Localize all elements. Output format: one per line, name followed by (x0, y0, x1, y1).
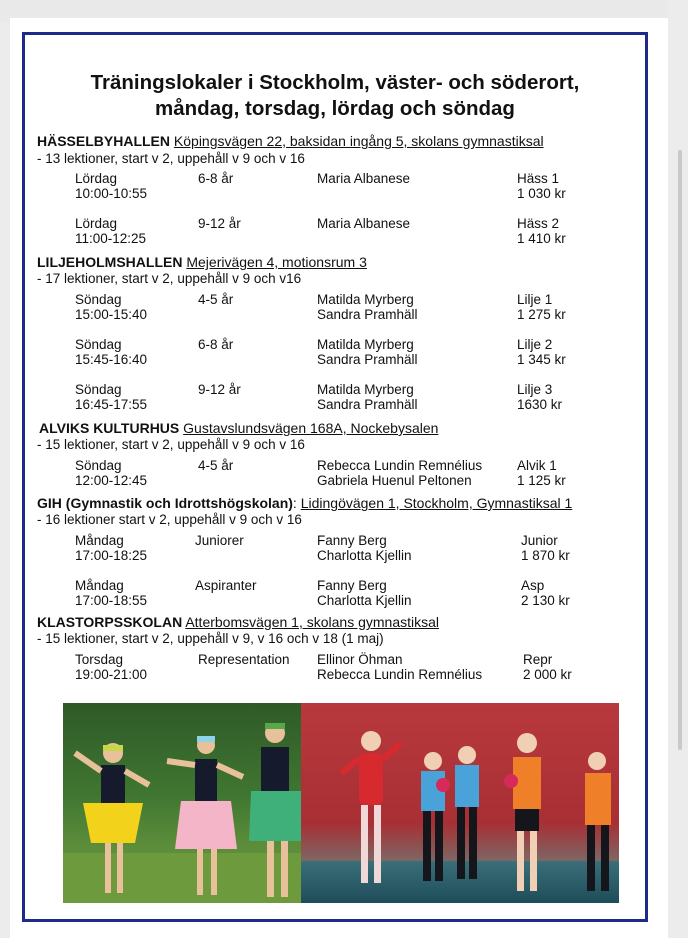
outdoor-dance-photo (63, 703, 301, 903)
class-group: Aspiranter (195, 578, 257, 593)
venue-address: Köpingsvägen 22, baksidan ingång 5, skolans gymnastiksal (173, 133, 544, 149)
section-header (37, 614, 439, 630)
class-leaders: Fanny Berg Charlotta Kjellin (317, 578, 412, 608)
venue-name: ALVIKS KULTURHUS (39, 420, 180, 436)
section-info: - 15 lektioner, start v 2, uppehåll v 9, v 16 och v 18 (1 maj) (37, 631, 384, 646)
section-header (37, 133, 544, 149)
class-price: Häss 2 1 410 kr (517, 216, 566, 246)
section-header (37, 254, 367, 270)
class-group: 9-12 år (198, 216, 241, 231)
class-leaders: Maria Albanese (317, 171, 411, 186)
class-price: Häss 1 1 030 kr (517, 171, 566, 201)
class-leaders: Matilda Myrberg Sandra Pramhäll (317, 337, 418, 367)
class-leaders: Matilda Myrberg Sandra Pramhäll (317, 292, 418, 322)
venue-address: Lidingövägen 1, Stockholm, Gymnastiksal 1 (300, 495, 573, 511)
class-price: Asp 2 130 kr (521, 578, 570, 608)
section-info: - 13 lektioner, start v 2, uppehåll v 9 och v 16 (37, 151, 305, 166)
class-group: 6-8 år (198, 171, 234, 186)
class-price: Lilje 3 1630 kr (517, 382, 563, 412)
venue-address: Atterbomsvägen 1, skolans gymnastiksal (185, 614, 440, 630)
section-header (39, 420, 438, 436)
class-price: Lilje 1 1 275 kr (517, 292, 566, 322)
class-price: Lilje 2 1 345 kr (517, 337, 566, 367)
scrollbar[interactable] (678, 150, 682, 750)
class-leaders: Ellinor Öhman Rebecca Lundin Remnélius (317, 652, 483, 682)
photo-collage (63, 703, 619, 903)
title-line-1: Träningslokaler i Stockholm, väster- och söderort, (90, 71, 580, 94)
indoor-gym-photo (301, 703, 619, 903)
venue-address: Mejerivägen 4, motionsrum 3 (186, 254, 367, 270)
dancers-illustration (63, 703, 301, 903)
section-info: - 15 lektioner, start v 2, uppehåll v 9 och v 16 (37, 437, 305, 452)
class-group: 4-5 år (198, 292, 234, 307)
class-day: Söndag 15:00-15:40 (75, 292, 148, 322)
class-group: 9-12 år (198, 382, 241, 397)
class-day: Måndag 17:00-18:55 (75, 578, 148, 608)
class-day: Måndag 17:00-18:25 (75, 533, 148, 563)
class-leaders: Maria Albanese (317, 216, 411, 231)
class-leaders: Rebecca Lundin Remnélius Gabriela Huenul Peltonen (317, 458, 483, 488)
class-leaders: Matilda Myrberg Sandra Pramhäll (317, 382, 418, 412)
class-price: Alvik 1 1 125 kr (517, 458, 566, 488)
children-illustration (301, 703, 619, 903)
class-day: Söndag 15:45-16:40 (75, 337, 148, 367)
class-price: Repr 2 000 kr (523, 652, 572, 682)
class-day: Söndag 16:45-17:55 (75, 382, 148, 412)
right-gutter (668, 0, 688, 938)
venue-name: LILJEHOLMSHALLEN (37, 254, 183, 270)
class-price: Junior 1 870 kr (521, 533, 570, 563)
class-group: 6-8 år (198, 337, 234, 352)
class-leaders: Fanny Berg Charlotta Kjellin (317, 533, 412, 563)
venue-name: KLASTORPSSKOLAN (37, 614, 183, 630)
class-day: Lördag 11:00-12:25 (75, 216, 147, 246)
title-line-2: måndag, torsdag, lördag och söndag (155, 97, 515, 120)
section-header: GIH (Gymnastik och Idrottshögskolan): Lidingövägen 1, Stockholm, Gymnastiksal 1 (37, 495, 573, 511)
class-day: Söndag 12:00-12:45 (75, 458, 148, 488)
venue-address: Gustavslundsvägen 168A, Nockebysalen (183, 420, 439, 436)
section-info: - 16 lektioner start v 2, uppehåll v 9 och v 16 (37, 512, 302, 527)
class-day: Lördag 10:00-10:55 (75, 171, 148, 201)
class-group: Juniorer (195, 533, 244, 548)
class-group: Representation (198, 652, 290, 667)
class-day: Torsdag 19:00-21:00 (75, 652, 148, 682)
venue-name: HÄSSELBYHALLEN (37, 133, 171, 149)
venue-name: GIH (Gymnastik och Idrottshögskolan) (37, 495, 293, 511)
class-group: 4-5 år (198, 458, 234, 473)
page-title (25, 70, 645, 122)
section-info: - 17 lektioner, start v 2, uppehåll v 9 och v16 (37, 271, 302, 286)
